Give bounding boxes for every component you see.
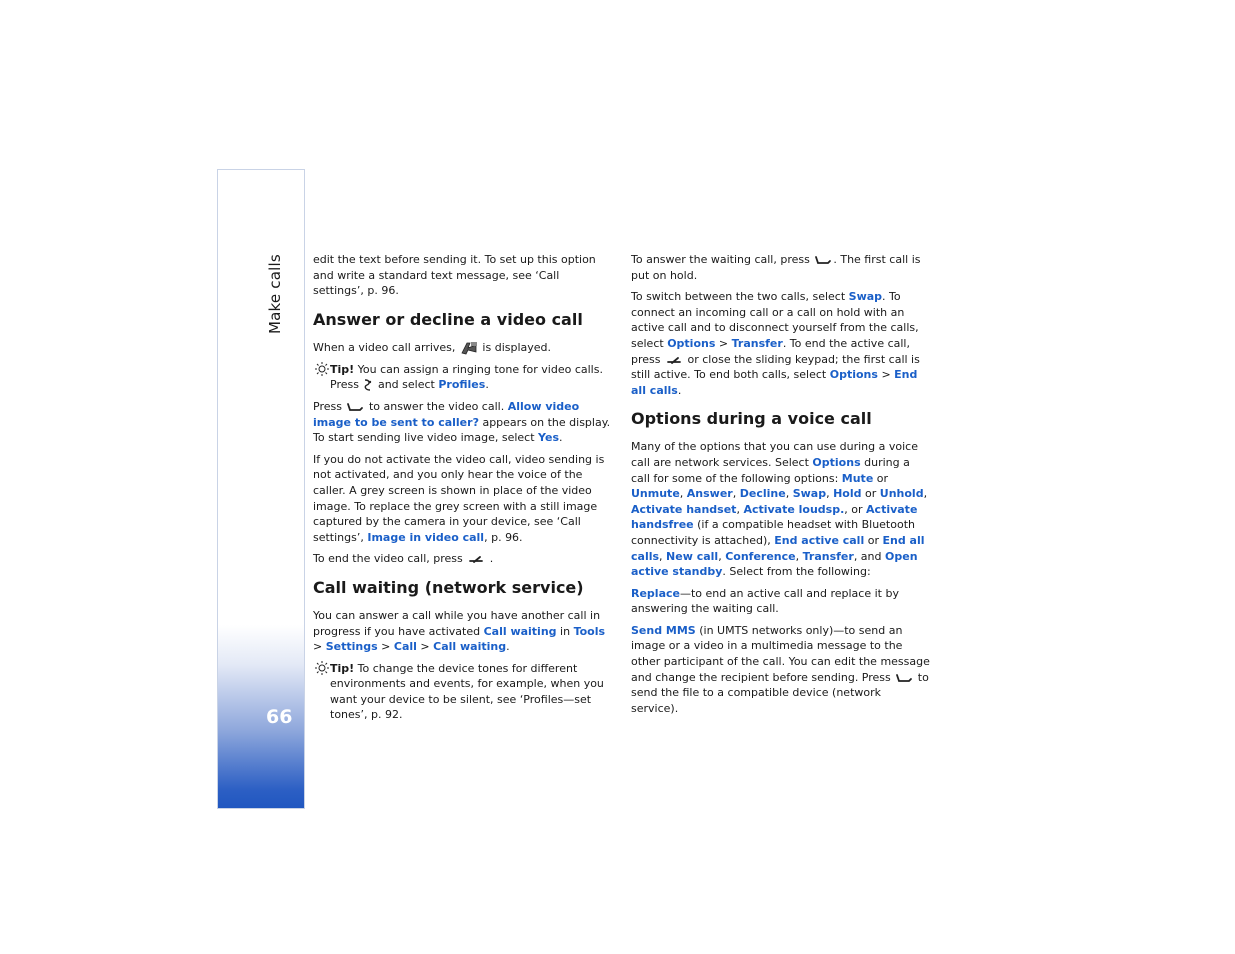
heading-answer-video: Answer or decline a video call bbox=[313, 309, 583, 329]
tip-ringing-tone: Tip! You can assign a ringing tone for video calls. Press and select Profiles. bbox=[313, 362, 613, 393]
tip-bulb-icon bbox=[315, 661, 329, 675]
open-active-standby-link[interactable]: Open active standby bbox=[631, 549, 918, 579]
end-all-calls-link[interactable]: End all calls bbox=[631, 368, 918, 397]
answer-waiting-paragraph: To answer the waiting call, press . The first call is put on hold. bbox=[631, 253, 921, 282]
end-key-icon bbox=[664, 354, 684, 366]
replace-link[interactable]: Replace bbox=[631, 586, 680, 600]
options-link[interactable]: Options bbox=[667, 336, 716, 350]
call-key-icon bbox=[345, 401, 365, 413]
yes-link[interactable]: Yes bbox=[538, 431, 559, 445]
heading-call-waiting: Call waiting (network service) bbox=[313, 577, 584, 597]
activate-handsfree-link[interactable]: Activate handsfree bbox=[631, 502, 918, 532]
tools-link[interactable]: Tools bbox=[573, 624, 606, 638]
section-title: Make calls bbox=[266, 254, 284, 334]
activate-handset-link[interactable]: Activate handset bbox=[631, 502, 737, 516]
send-mms-link[interactable]: Send MMS bbox=[631, 623, 696, 637]
answer-link[interactable]: Answer bbox=[686, 487, 733, 501]
image-in-video-call-link[interactable]: Image in video call bbox=[367, 530, 485, 544]
swap-link[interactable]: Swap bbox=[848, 290, 883, 304]
call-waiting-setting-link[interactable]: Call waiting bbox=[433, 640, 507, 654]
mute-link[interactable]: Mute bbox=[841, 471, 874, 485]
unhold-link[interactable]: Unhold bbox=[879, 487, 924, 501]
end-active-call-link[interactable]: End active call bbox=[774, 533, 865, 547]
swap-option-link[interactable]: Swap bbox=[792, 487, 827, 501]
heading-options-voice: Options during a voice call bbox=[631, 409, 872, 429]
unmute-link[interactable]: Unmute bbox=[631, 487, 680, 501]
tip-bulb-icon bbox=[315, 362, 329, 376]
conference-link[interactable]: Conference bbox=[725, 549, 796, 563]
answer-video-paragraph: Press to answer the video call. Allow video image to be sent to caller? appears on the display. To start sending live video image, select Yes. bbox=[313, 399, 611, 445]
options-paragraph: Many of the options that you can use during a voice call are network services. Select Options during a call for some of the following options: Mute or Unmute, Answer, Decline, Swap, Hold or Unhold, Activate handset, Activate loudsp., or Activate handsfree (if a compatible headset with Bluetooth connectivity is attached), End active call or End all calls, New call, Conference, Transfer, and Open active standby. Select from the following: bbox=[631, 440, 928, 579]
end-all-calls-option-link[interactable]: End all calls bbox=[631, 533, 925, 563]
replace-paragraph: Replace—to end an active call and replace it by answering the waiting call. bbox=[631, 586, 899, 616]
not-activate-paragraph: If you do not activate the video call, video sending is not activated, and you only hear the voice of the caller. A grey screen is shown in place of the video image. To replace the grey screen with a still image captured by the camera in your device, see ‘Call settings’, Image in video call, p. 96. bbox=[313, 452, 605, 544]
allow-video-link[interactable]: Allow video image to be sent to caller? bbox=[313, 399, 580, 429]
switch-calls-paragraph: To switch between the two calls, select Swap. To connect an incoming call or a call on hold with an active call and to disconnect yourself from the calls, select Options > Transfer. To end the active call, press or close the sliding keypad; the first call is still active. To end both calls, select Options > End all calls. bbox=[631, 290, 920, 397]
settings-link[interactable]: Settings bbox=[325, 640, 378, 654]
hold-link[interactable]: Hold bbox=[833, 487, 862, 501]
send-mms-paragraph: Send MMS (in UMTS networks only)—to send an image or a video in a multimedia message to the other participant of the call. You can edit the message and change the recipient before sending. Press to send the file to a compatible device (network service). bbox=[631, 623, 930, 715]
profiles-link[interactable]: Profiles bbox=[438, 378, 486, 392]
call-key-icon bbox=[813, 254, 833, 266]
intro-paragraph: edit the text before sending it. To set up this option and write a standard text message, see ‘Call settings’, p. 96. bbox=[313, 253, 596, 298]
page-number: 66 bbox=[266, 706, 293, 728]
end-video-paragraph: To end the video call, press . bbox=[313, 552, 494, 566]
tip-device-tones: Tip! To change the device tones for different environments and events, for example, when you want your device to be silent, see ‘Profiles—set tones’, p. 92. bbox=[313, 661, 613, 723]
call-key-icon bbox=[894, 672, 914, 684]
call-link[interactable]: Call bbox=[393, 640, 417, 654]
options-link[interactable]: Options bbox=[812, 455, 861, 469]
transfer-option-link[interactable]: Transfer bbox=[802, 549, 854, 563]
decline-link[interactable]: Decline bbox=[739, 487, 786, 501]
end-key-icon bbox=[466, 553, 486, 565]
left-column bbox=[313, 252, 613, 729]
activate-loudsp-link[interactable]: Activate loudsp. bbox=[743, 502, 845, 516]
video-call-icon bbox=[459, 340, 479, 356]
new-call-link[interactable]: New call bbox=[666, 549, 719, 563]
right-column bbox=[631, 252, 931, 722]
menu-key-icon bbox=[362, 378, 374, 392]
transfer-link[interactable]: Transfer bbox=[731, 336, 783, 350]
call-waiting-link[interactable]: Call waiting bbox=[483, 624, 557, 638]
video-arrives-paragraph: When a video call arrives, is displayed. bbox=[313, 340, 552, 354]
options-link[interactable]: Options bbox=[829, 368, 878, 382]
call-waiting-paragraph: You can answer a call while you have another call in progress if you have activated Call waiting in Tools > Settings > Call > Call waiting. bbox=[313, 608, 606, 654]
